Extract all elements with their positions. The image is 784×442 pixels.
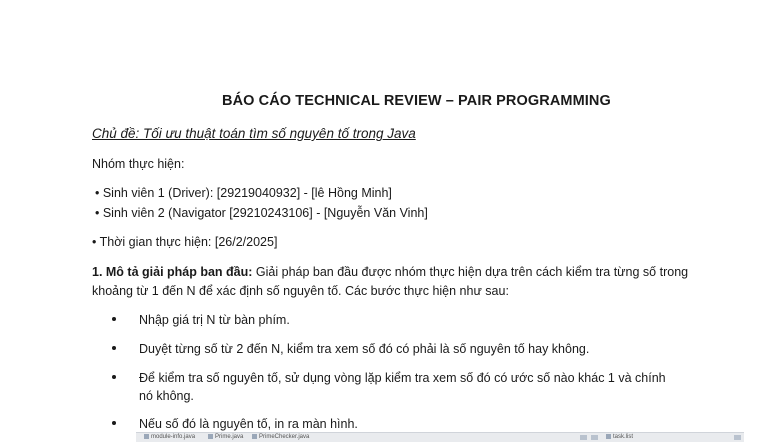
group-label: Nhóm thực hiện: bbox=[92, 157, 185, 171]
section-1-paragraph bbox=[92, 263, 702, 301]
editor-tab[interactable]: PrimeChecker.java bbox=[252, 434, 309, 440]
close-icon[interactable] bbox=[734, 435, 741, 440]
report-title: BÁO CÁO TECHNICAL REVIEW – PAIR PROGRAMMING bbox=[222, 93, 611, 109]
bullet-icon bbox=[112, 375, 116, 379]
java-file-icon bbox=[144, 434, 149, 439]
section-1-body: Giải pháp ban đầu được nhóm thực hiện dựa trên cách kiểm tra từng số trong khoảng từ 1 đến N để xác định số nguyên tố. Các bước thực hiện như sau: bbox=[92, 265, 689, 298]
list-item-text: Nếu số đó là nguyên tố, in ra màn hình. bbox=[139, 417, 358, 431]
editor-tab[interactable]: module-info.java bbox=[144, 434, 195, 440]
java-file-icon bbox=[208, 434, 213, 439]
bullet-icon bbox=[112, 421, 116, 425]
toolbar-icon[interactable] bbox=[580, 435, 587, 440]
editor-tab[interactable]: Prime.java bbox=[208, 434, 243, 440]
editor-tab[interactable]: task.list bbox=[606, 434, 633, 440]
time-line: • Thời gian thực hiện: [26/2/2025] bbox=[92, 235, 278, 249]
member-navigator: • Sinh viên 2 (Navigator [29210243106] - [Nguyễn Văn Vinh] bbox=[95, 206, 428, 220]
java-file-icon bbox=[252, 434, 257, 439]
task-list-icon bbox=[606, 434, 611, 439]
member-driver: • Sinh viên 1 (Driver): [29219040932] - [lê Hồng Minh] bbox=[95, 186, 392, 200]
list-item-text: Để kiểm tra số nguyên tố, sử dụng vòng lặp kiểm tra xem số đó có ước số nào khác 1 và chính nó không. bbox=[139, 371, 666, 403]
bullet-icon bbox=[112, 346, 116, 350]
report-subject: Chủ đề: Tối ưu thuật toán tìm số nguyên tố trong Java bbox=[92, 126, 416, 141]
list-item-text: Nhập giá trị N từ bàn phím. bbox=[139, 313, 290, 327]
list-item-text: Duyệt từng số từ 2 đến N, kiểm tra xem số đó có phải là số nguyên tố hay không. bbox=[139, 342, 590, 356]
section-1-heading: 1. Mô tả giải pháp ban đầu: bbox=[92, 265, 253, 279]
toolbar-icon[interactable] bbox=[591, 435, 598, 440]
bullet-icon bbox=[112, 317, 116, 321]
